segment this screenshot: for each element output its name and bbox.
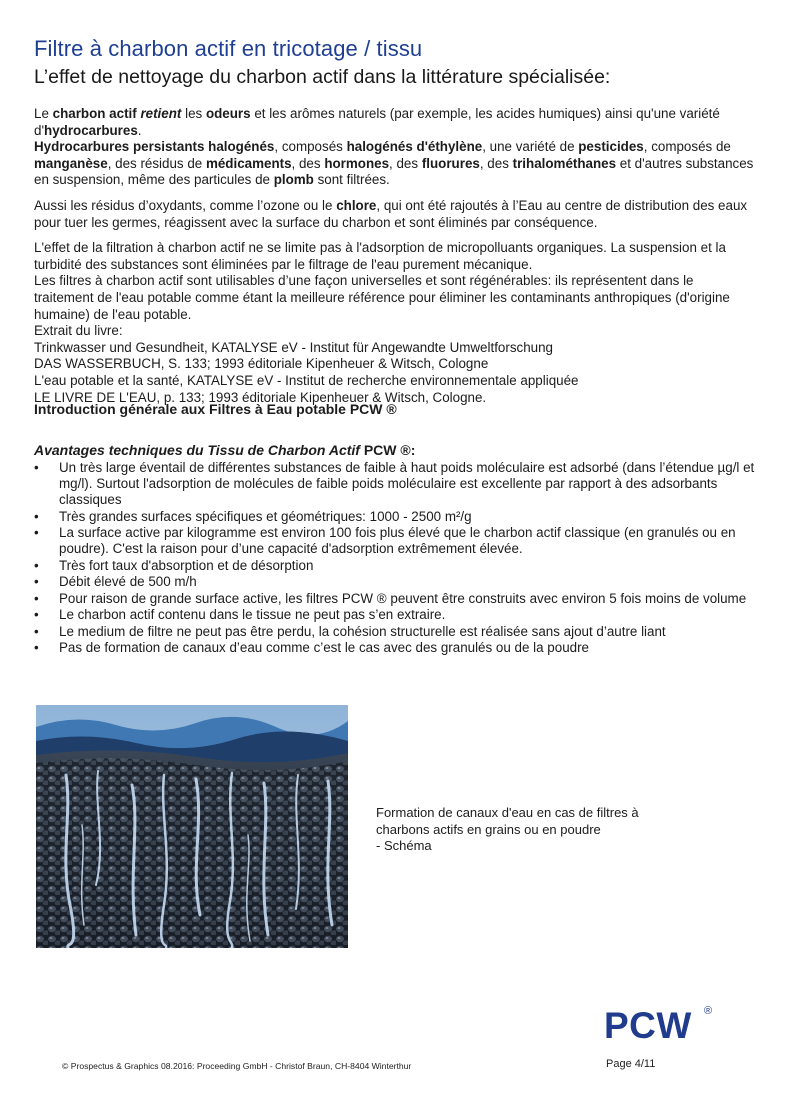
caption-line: charbons actifs en grains ou en poudre [376, 821, 601, 837]
list-item-text: Le medium de filtre ne peut pas être perdu, la cohésion structurelle est réalisée sans ajout d’autre liant [59, 623, 666, 639]
list-item [34, 607, 756, 623]
illustration-caption [376, 805, 676, 855]
list-item-text: Pas de formation de canaux d’eau comme c’est le cas avec des granulés ou de la poudre [59, 640, 589, 655]
list-item [34, 624, 756, 640]
reference-line: DAS WASSERBUCH, S. 133; 1993 éditoriale Kipenheuer & Witsch, Cologne [34, 356, 489, 372]
paragraph-filtration-effect: L'effet de la filtration à charbon actif ne se limite pas à l'adsorption de micropolluants organiques. La suspension et la turbidité des substances sont éliminées par le filtrage de l'eau purement mécanique. [34, 240, 726, 272]
reference-line: Trinkwasser und Gesundheit, KATALYSE eV - Institut für Angewandte Umweltforschung [34, 339, 554, 355]
page-number: Page 4/11 [606, 1058, 656, 1070]
advantages-heading-text: Avantages techniques du Tissu de Charbon Actif [34, 442, 360, 458]
paragraph-activated-carbon: Le charbon actif retient les odeurs et les arômes naturels (par exemple, les acides humiques) ainsi qu'une variété d'hydrocarbures. [34, 106, 720, 138]
reference-line: L'eau potable et la santé, KATALYSE eV - Institut de recherche environnementale appliquée [34, 372, 579, 388]
bullet-icon: • [34, 607, 39, 622]
list-item [34, 460, 756, 508]
registered-mark: ® [704, 1005, 713, 1017]
page-subtitle: L’effet de nettoyage du charbon actif dans la littérature spécialisée: [34, 66, 611, 88]
list-item [34, 509, 756, 525]
intro-heading: Introduction générale aux Filtres à Eau potable PCW ® [34, 401, 397, 417]
list-item-text: Pour raison de grande surface active, les filtres PCW ® peuvent être construits avec environ 5 fois moins de volume [59, 590, 747, 606]
bullet-icon: • [34, 557, 39, 573]
paragraph-universal-use: Les filtres à charbon actif sont utilisables d’une façon universelles et sont régénérables: ils représentent dans le traitement de l'eau potable comme étant la meilleure référence pour éliminer les contaminants anthropiques (d'origine humaine) de l'eau potable. [34, 273, 730, 322]
advantages-heading-brand: PCW ®: [359, 442, 416, 458]
bullet-icon: • [34, 460, 39, 475]
paragraph-oxidants: Aussi les résidus d’oxydants, comme l’ozone ou le chlore, qui ont été rajoutés à l’Eau au centre de distribution des eaux pour tuer les germes, réagissent avec la surface du charbon et sont éliminés par conséquence. [34, 197, 748, 230]
bullet-icon: • [34, 590, 39, 606]
list-item [34, 525, 756, 557]
bullet-icon: • [34, 640, 39, 655]
list-item-text: Très grandes surfaces spécifiques et géométriques: 1000 - 2500 m²/g [59, 508, 472, 524]
list-item [34, 640, 756, 656]
list-item [34, 591, 756, 607]
reference-line: Extrait du livre: [34, 323, 123, 339]
reference-list [34, 323, 756, 406]
caption-line: Formation de canaux d'eau en cas de filtres à [376, 805, 639, 820]
pcw-logo: PCW [604, 1005, 692, 1046]
advantages-list [34, 460, 756, 656]
caption-line: - Schéma [376, 838, 432, 853]
list-item-text: Très fort taux d'absorption et de désorption [59, 557, 314, 573]
page-title: Filtre à charbon actif en tricotage / tissu [34, 36, 423, 61]
bullet-icon: • [34, 508, 39, 524]
water-channel-illustration [36, 705, 348, 948]
list-item-text: Le charbon actif contenu dans le tissue ne peut pas s’en extraire. [59, 607, 446, 622]
list-item [34, 558, 756, 574]
bullet-icon: • [34, 623, 39, 639]
paragraph-filtered-substances: Hydrocarbures persistants halogénés, composés halogénés d'éthylène, une variété de pesticides, composés de manganèse, des résidus de médicaments, des hormones, des fluorures, des trihalométhanes et d'autres substances en suspension, même des particules de plomb sont filtrées. [34, 139, 754, 188]
advantages-section [34, 442, 756, 657]
list-item [34, 574, 756, 590]
footer-copyright: © Prospectus & Graphics 08.2016: Proceeding GmbH - Christof Braun, CH-8404 Winterthur [62, 1061, 412, 1071]
body-text [34, 106, 756, 406]
bullet-icon: • [34, 574, 39, 589]
bullet-icon: • [34, 525, 39, 540]
reference-line: LE LIVRE DE L'EAU, p. 133; 1993 éditoriale Kipenheuer & Witsch, Cologne. [34, 389, 487, 405]
list-item-text: Un très large éventail de différentes substances de faible à haut poids moléculaire est adsorbé (dans l’étendue µg/l et mg/l). Surtout l'adsorption de molécules de faible poids moléculaire est excellente par rapport à des adsorbants classiques [59, 460, 755, 507]
list-item-text: La surface active par kilogramme est environ 100 fois plus élevé que le charbon actif classique (en granulés ou en poudre). C'est la raison pour d’une capacité d'adsorption extrêmement élevée. [59, 525, 736, 556]
advantages-heading [34, 442, 756, 458]
list-item-text: Débit élevé de 500 m/h [59, 574, 197, 589]
